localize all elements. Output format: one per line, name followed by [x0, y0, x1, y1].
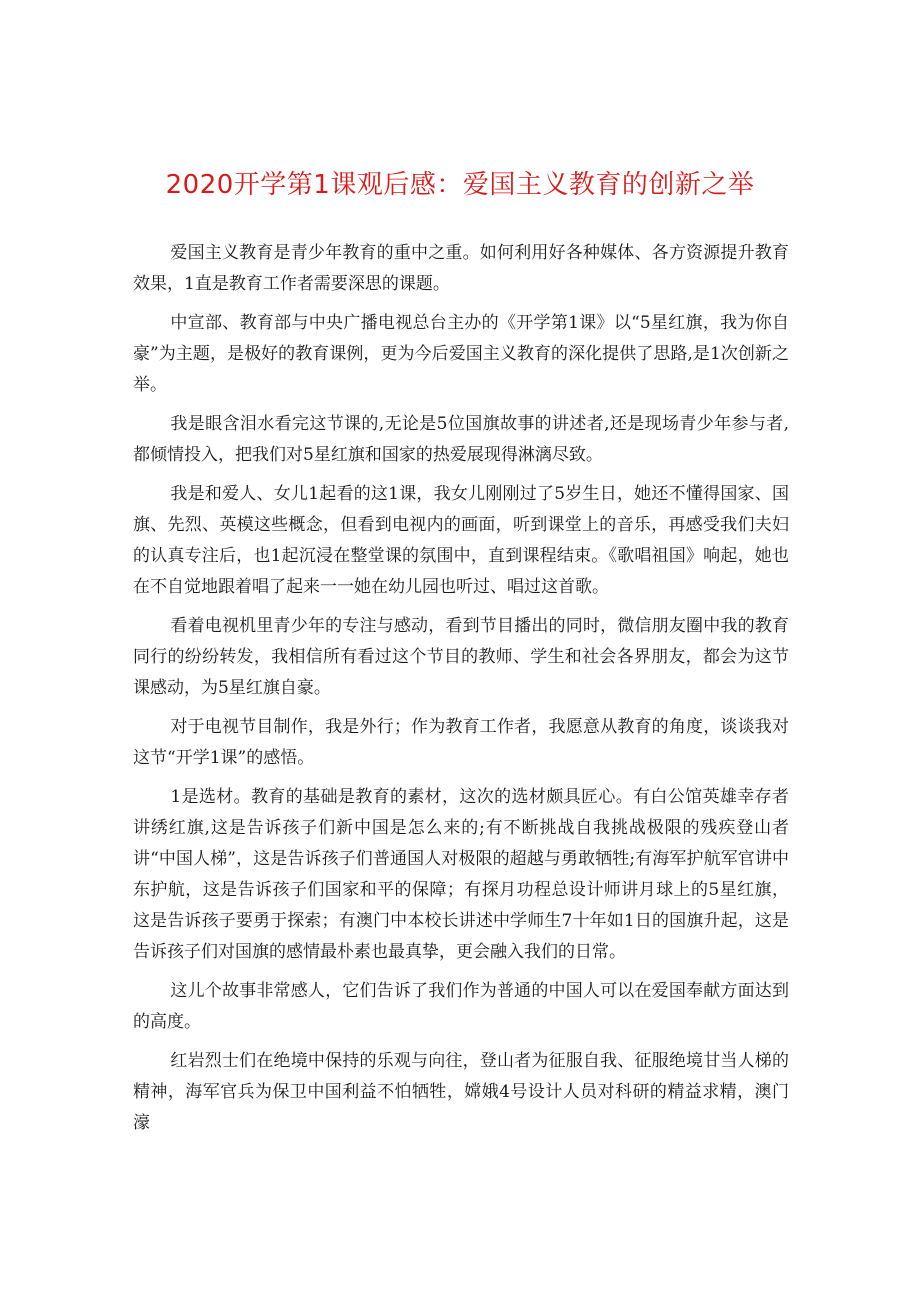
paragraph-2: 中宣部、教育部与中央广播电视总台主办的《开学第1课》以“5星红旗，我为你自豪”为主题，是极好的教育课例，更为今后爱国主义教育的深化提供了思路,是1次创新之举。	[133, 313, 789, 395]
paragraph-7: 1是选材。教育的基础是教育的素材，这次的选材颇具匠心。有白公馆英雄幸存者讲绣红旗,这是告诉孩子们新中国是怎么来的;有不断挑战自我挑战极限的残疾登山者讲“中国人梯”，这是告诉孩子们普通国人对极限的超越与勇敢牺牲;有海军护航军官讲中东护航，这是告诉孩子们国家和平的保障；有探月功程总设计师讲月球上的5星红旗，这是告诉孩子要勇于探索；有澳门中本校长讲述中学师生7十年如1日的国旗升起，这是告诉孩子们对国旗的感情最朴素也最真挚，更会融入我们的日常。	[133, 787, 789, 962]
paragraph-9: 红岩烈士们在绝境中保持的乐观与向往，登山者为征服自我、征服绝境甘当人梯的精神，海军官兵为保卫中国利益不怕牺牲，嫦娥4号设计人员对科研的精益求精，澳门濠	[133, 1051, 789, 1133]
document-title: 2020开学第1课观后感：爱国主义教育的创新之举	[165, 170, 755, 200]
paragraph-1: 爱国主义教育是青少年教育的重中之重。如何利用好各种媒体、各方资源提升教育效果，1直是教育工作者需要深思的课题。	[133, 243, 789, 294]
document-body	[133, 238, 789, 1147]
paragraph-5: 看着电视机里青少年的专注与感动，看到节目播出的同时，微信朋友圈中我的教育同行的纷纷转发，我相信所有看过这个节目的教师、学生和社会各界朋友，都会为这节课感动，为5星红旗自豪。	[133, 616, 789, 698]
paragraph-8: 这儿个故事非常感人，它们告诉了我们作为普通的中国人可以在爱国奉献方面达到的高度。	[133, 981, 789, 1032]
paragraph-3: 我是眼含泪水看完这节课的,无论是5位国旗故事的讲述者,还是现场青少年参与者,都倾情投入，把我们对5星红旗和国家的热爱展现得淋漓尽致。	[133, 414, 789, 465]
paragraph-4: 我是和爱人、女儿1起看的这1课，我女儿刚刚过了5岁生日，她还不懂得国家、国旗、先烈、英模这些概念，但看到电视内的画面，听到课堂上的音乐，再感受我们夫妇的认真专注后，也1起沉浸在整堂课的氛围中，直到课程结束。《歌唱祖国》响起，她也在不自觉地跟着唱了起来一一她在幼儿园也听过、唱过这首歌。	[133, 484, 789, 597]
paragraph-6: 对于电视节目制作，我是外行；作为教育工作者，我愿意从教育的角度，谈谈我对这节“开学1课”的感悟。	[133, 717, 789, 768]
